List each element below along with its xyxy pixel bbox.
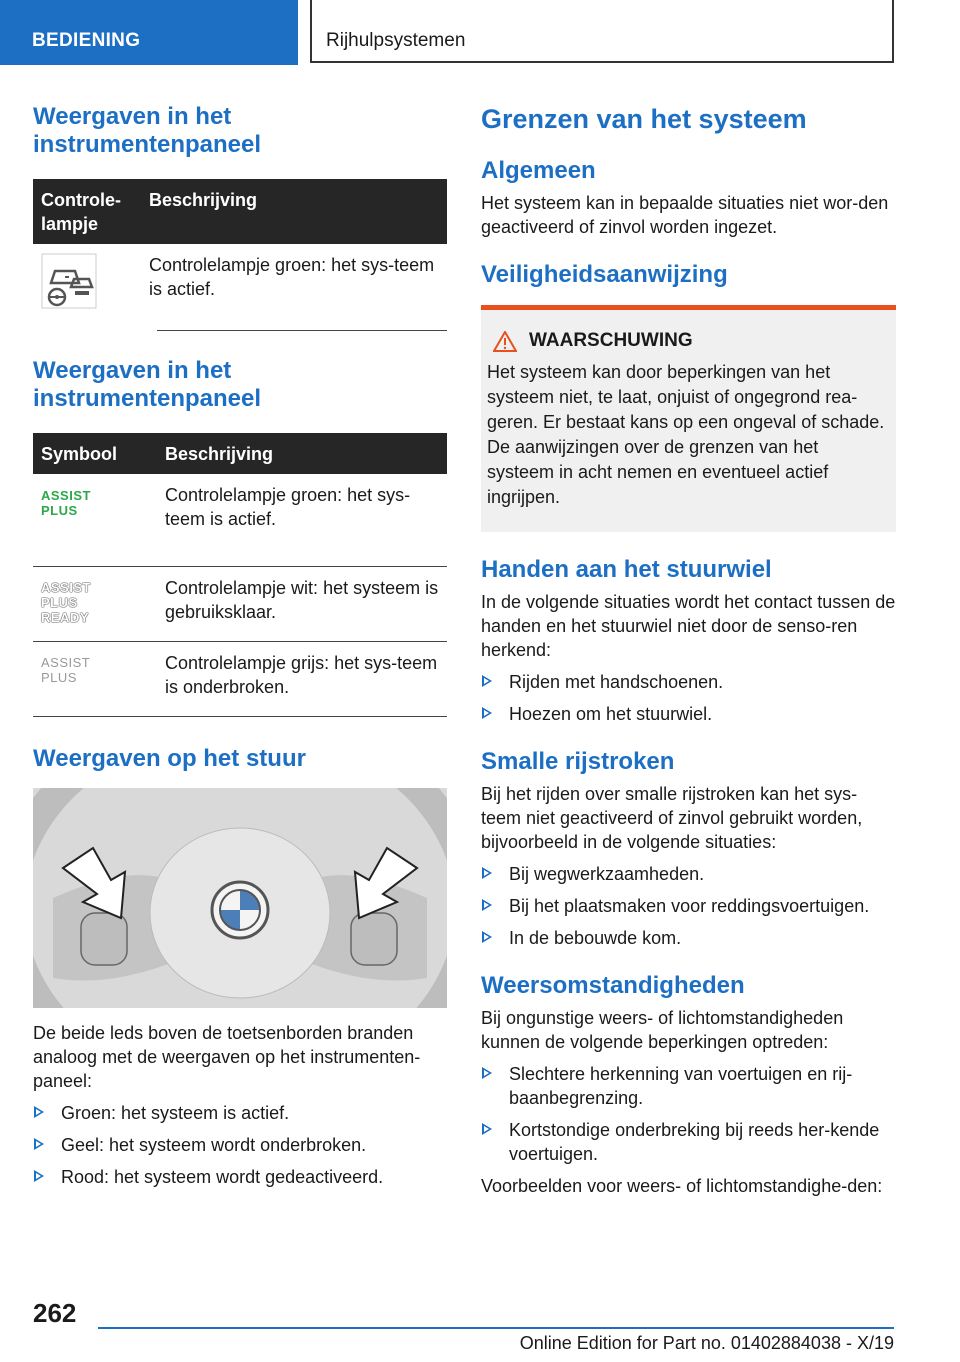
table-header-cell: Beschrijving xyxy=(141,179,447,244)
narrow-lanes-list xyxy=(481,862,896,950)
assist-plus-grey-icon: ASSIST PLUS xyxy=(41,655,91,685)
section-title-instrument-1: Weergaven in het instrumentenpaneel xyxy=(33,103,262,158)
description-cell: Controlelampje groen: het sys-teem is actief. xyxy=(149,255,435,299)
table-header-row xyxy=(33,179,447,244)
section-title-steering: Weergaven op het stuur xyxy=(33,745,306,772)
section-title-safety: Veiligheidsaanwijzing xyxy=(481,261,728,288)
triangle-bullet-icon xyxy=(482,707,492,719)
icon-cell xyxy=(33,642,157,717)
triangle-bullet-icon xyxy=(482,1067,492,1079)
weather-list xyxy=(481,1062,896,1166)
triangle-bullet-icon xyxy=(482,867,492,879)
list-item: Rijden met handschoenen. xyxy=(481,670,896,694)
list-item: Kortstondige onderbreking bij reeds her-kende voertuigen. xyxy=(481,1118,896,1166)
list-item: Bij wegwerkzaamheden. xyxy=(481,862,896,886)
hands-text: In de volgende situaties wordt het contact tussen de handen en het stuurwiel niet door de senso-ren herkend: xyxy=(481,592,896,660)
description-cell: Controlelampje wit: het systeem is gebruiksklaar. xyxy=(157,567,447,642)
steering-led-list xyxy=(33,1101,447,1189)
hands-list xyxy=(481,670,896,726)
section-title-general: Algemeen xyxy=(481,157,596,184)
chapter-tab xyxy=(310,0,894,63)
list-item: Rood: het systeem wordt gedeactiveerd. xyxy=(33,1165,447,1189)
description-cell: Controlelampje grijs: het sys-teem is onderbroken. xyxy=(157,642,447,717)
section-title-narrow-lanes: Smalle rijstroken xyxy=(481,748,675,775)
triangle-bullet-icon xyxy=(482,1123,492,1135)
table-header-row xyxy=(33,433,447,474)
right-column xyxy=(481,103,896,1198)
list-item: Groen: het systeem is actief. xyxy=(33,1101,447,1125)
page-number: 262 xyxy=(33,1298,77,1328)
section-label: BEDIENING xyxy=(32,30,141,51)
icon-cell xyxy=(33,244,141,330)
indicator-table-2 xyxy=(33,433,447,717)
list-item: Geel: het systeem wordt onderbroken. xyxy=(33,1133,447,1157)
warning-title: WAARSCHUWING xyxy=(487,330,890,352)
table-row xyxy=(33,567,447,642)
table-divider xyxy=(157,330,447,331)
warning-box xyxy=(481,305,896,532)
assist-plus-green-icon: ASSIST PLUS xyxy=(41,488,91,518)
narrow-lanes-text: Bij het rijden over smalle rijstroken kan het sys-teem niet geactiveerd of zinvol gebruikt worden, bijvoorbeeld in de volgende situaties: xyxy=(481,784,863,852)
list-item: In de bebouwde kom. xyxy=(481,926,896,950)
list-item: Bij het plaatsmaken voor reddingsvoertuigen. xyxy=(481,894,896,918)
section-title-hands: Handen aan het stuurwiel xyxy=(481,556,772,583)
warning-text: Het systeem kan door beperkingen van het systeem niet, te laat, onjuist of ongegrond rea-geren. Er bestaat kans op een ongeval of schade. De aanwijzingen over de grenzen van het systeem in acht nemen en eventueel actief ingrijpen. xyxy=(487,362,885,507)
table-header-cell: Symbool xyxy=(33,433,157,474)
chapter-label: Rijhulpsystemen xyxy=(326,30,466,51)
section-title-instrument-2: Weergaven in het instrumentenpaneel xyxy=(33,357,262,412)
steering-assist-icon xyxy=(41,253,97,309)
icon-cell xyxy=(33,567,157,642)
steering-wheel-image xyxy=(33,788,447,1008)
left-column xyxy=(33,103,447,1189)
list-item: Slechtere herkenning van voertuigen en rij-baanbegrenzing. xyxy=(481,1062,896,1110)
weather-examples-text: Voorbeelden voor weers- of lichtomstandighe-den: xyxy=(481,1176,883,1196)
table-row xyxy=(33,244,447,330)
section-title-weather: Weersomstandigheden xyxy=(481,972,745,999)
indicator-table-1 xyxy=(33,179,447,330)
list-item: Hoezen om het stuurwiel. xyxy=(481,702,896,726)
triangle-bullet-icon xyxy=(34,1138,44,1150)
triangle-bullet-icon xyxy=(482,931,492,943)
table-header-cell: Beschrijving xyxy=(157,433,447,474)
steering-description: De beide leds boven de toetsenborden branden analoog met de weergaven op het instrumenten-paneel: xyxy=(33,1023,421,1091)
warning-triangle-icon xyxy=(493,331,517,352)
icon-cell xyxy=(33,474,157,567)
description-cell: Controlelampje groen: het sys-teem is actief. xyxy=(157,474,447,567)
section-tab xyxy=(0,0,298,65)
triangle-bullet-icon xyxy=(482,899,492,911)
triangle-bullet-icon xyxy=(482,675,492,687)
general-text: Het systeem kan in bepaalde situaties niet wor-den geactiveerd of zinvol worden ingezet. xyxy=(481,193,889,237)
triangle-bullet-icon xyxy=(34,1170,44,1182)
table-row xyxy=(33,474,447,567)
triangle-bullet-icon xyxy=(34,1106,44,1118)
table-row xyxy=(33,642,447,717)
page-title: Grenzen van het systeem xyxy=(481,104,807,134)
assist-plus-ready-white-icon: ASSIST PLUS READY xyxy=(41,580,91,625)
weather-text: Bij ongunstige weers- of lichtomstandigheden kunnen de volgende beperkingen optreden: xyxy=(481,1008,844,1052)
edition-label: Online Edition for Part no. 01402884038 - X/19 xyxy=(519,1333,894,1353)
footer-divider xyxy=(98,1327,894,1329)
table-header-cell: Controle-lampje xyxy=(33,179,141,244)
